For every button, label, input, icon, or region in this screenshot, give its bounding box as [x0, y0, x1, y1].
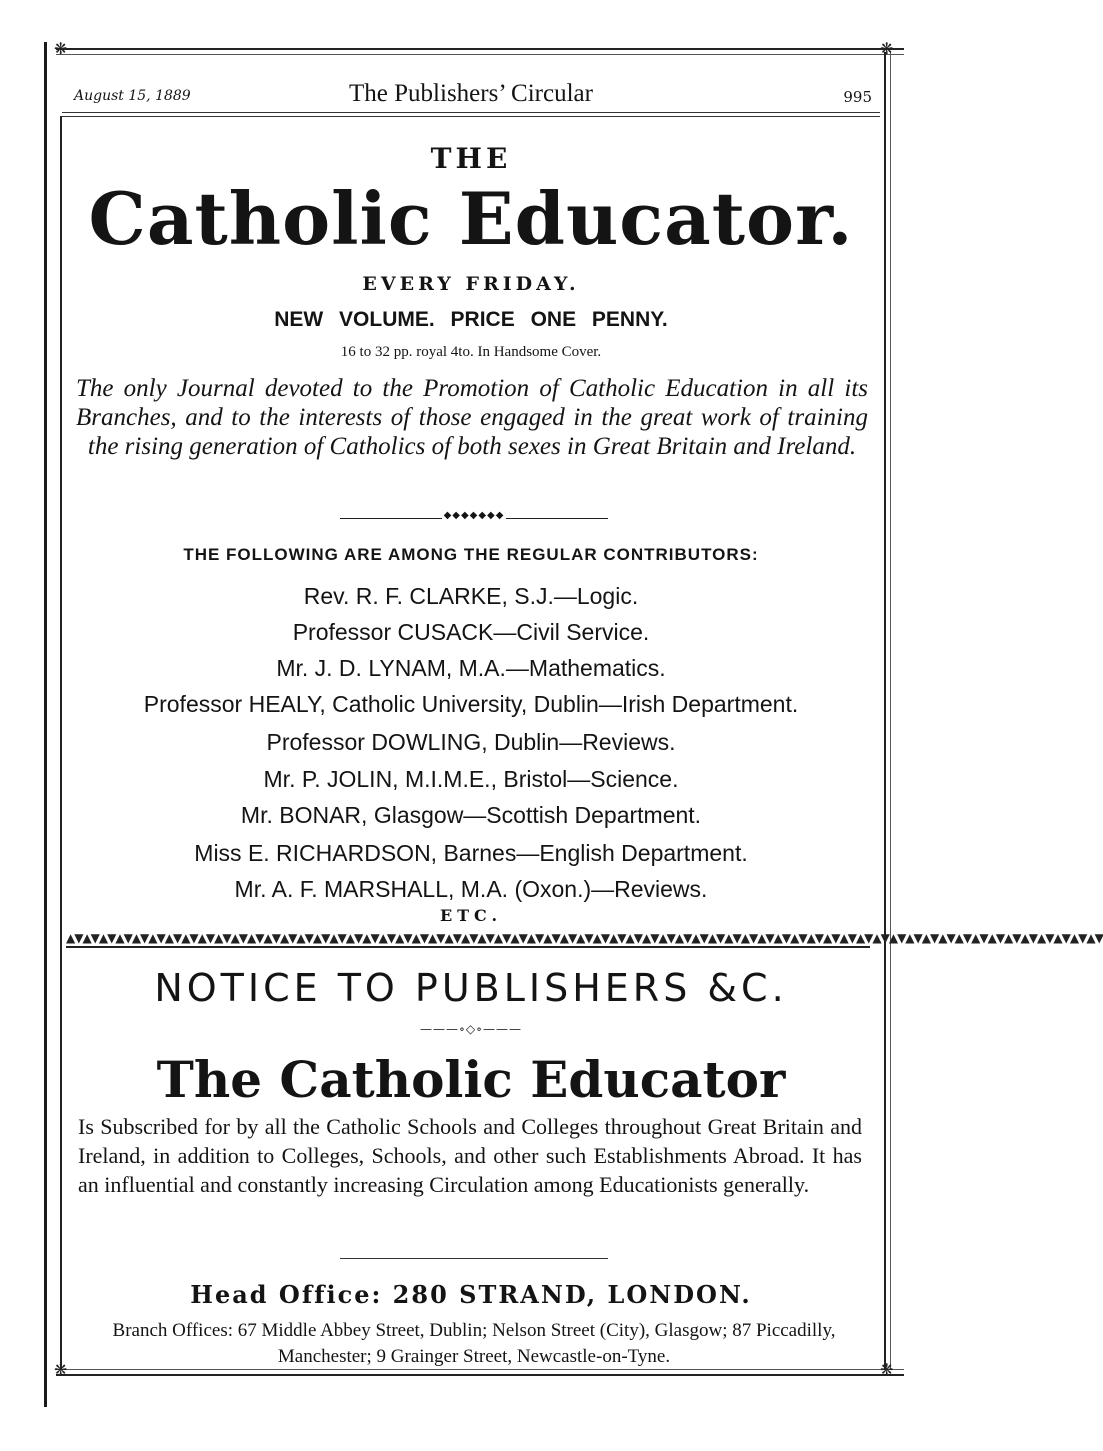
advert-kicker: THE	[430, 142, 512, 175]
contributor-line: Professor HEALY, Catholic University, Dublin—Irish Department.	[143, 691, 799, 717]
contributor-line: Mr. J. D. LYNAM, M.A.—Mathematics.	[276, 655, 666, 681]
contributor-line: Professor DOWLING, Dublin—Reviews.	[266, 729, 676, 755]
corner-ornament-icon: ❋	[54, 1360, 68, 1379]
section-divider: ◆◆◆◆◆◆◆	[340, 515, 608, 523]
advert-etc: ETC.	[439, 906, 503, 925]
advert-frequency: EVERY FRIDAY.	[362, 273, 580, 295]
corner-ornament-icon: ❋	[54, 39, 68, 58]
header-rule	[62, 112, 880, 117]
contributor-line: Mr. P. JOLIN, M.I.M.E., Bristol—Science.	[263, 766, 679, 792]
corner-ornament-icon: ❋	[880, 39, 894, 58]
advert-volume-price: NEW VOLUME. PRICE ONE PENNY.	[274, 308, 668, 331]
notice-masthead: The Catholic Educator	[156, 1050, 786, 1109]
contributor-line: Miss E. RICHARDSON, Barnes—English Department.	[194, 840, 748, 866]
page-number: 995	[843, 88, 872, 106]
advert-format: 16 to 32 pp. royal 4to. In Handsome Cover.	[340, 344, 602, 360]
running-head	[62, 80, 880, 110]
notice-body: Is Subscribed for by all the Catholic Schools and Colleges throughout Great Britain and Ireland, in addition to Colleges, Schools, and other such Establishments Abroad. It has an influential and constantly increasing Circulation among Educationists generally.	[78, 1114, 862, 1197]
small-ornament-icon: ———∘◇∘———	[420, 1022, 522, 1036]
ornamental-border: ▲▼▲▼▲▼▲▼▲▼▲▼▲▼▲▼▲▼▲▼▲▼▲▼▲▼▲▼▲▼▲▼▲▼▲▼▲▼▲▼▲▼▲▼▲▼▲▼▲▼▲▼▲▼▲▼▲▼▲▼▲▼▲▼▲▼▲▼▲▼▲▼▲▼▲▼▲▼▲▼▲▼▲▼▲▼▲▼▲▼▲▼▲▼▲▼▲▼▲▼▲▼▲▼▲▼▲▼▲▼▲▼▲▼▲▼▲▼▲▼▲▼▲▼▲▼	[66, 932, 870, 948]
issue-date: August 15, 1889	[74, 88, 191, 104]
contributor-line: Professor CUSACK—Civil Service.	[292, 619, 650, 645]
head-office: Head Office: 280 STRAND, LONDON.	[190, 1280, 752, 1309]
corner-ornament-icon: ❋	[880, 1360, 894, 1379]
left-margin-rule	[44, 42, 47, 1407]
contributor-line: Mr. BONAR, Glasgow—Scottish Department.	[240, 802, 702, 828]
notice-heading: NOTICE TO PUBLISHERS &C.	[154, 966, 788, 1010]
advert-masthead: Catholic Educator.	[88, 176, 854, 261]
frame-right-rule	[884, 52, 891, 1370]
notice-rule	[340, 1258, 608, 1259]
journal-title: The Publishers’ Circular	[349, 80, 593, 107]
frame-bottom-rule	[56, 1369, 904, 1376]
advert-description: The only Journal devoted to the Promotion of Catholic Education in all its Branches, and to the interests of those engaged in the great work of training the rising generation of Catholics of both sexes in Great Britain and Ireland.	[76, 375, 868, 460]
contributors-heading: THE FOLLOWING ARE AMONG THE REGULAR CONTRIBUTORS:	[183, 545, 759, 564]
frame-top-rule	[56, 48, 904, 55]
branch-offices: Branch Offices: 67 Middle Abbey Street, Dublin; Nelson Street (City), Glasgow; 87 Piccadilly, Manchester; 9 Grainger Street, Newcastle-on-Tyne.	[112, 1320, 836, 1367]
contributor-line: Mr. A. F. MARSHALL, M.A. (Oxon.)—Reviews.	[234, 876, 708, 902]
contributor-line: Rev. R. F. CLARKE, S.J.—Logic.	[303, 583, 639, 609]
